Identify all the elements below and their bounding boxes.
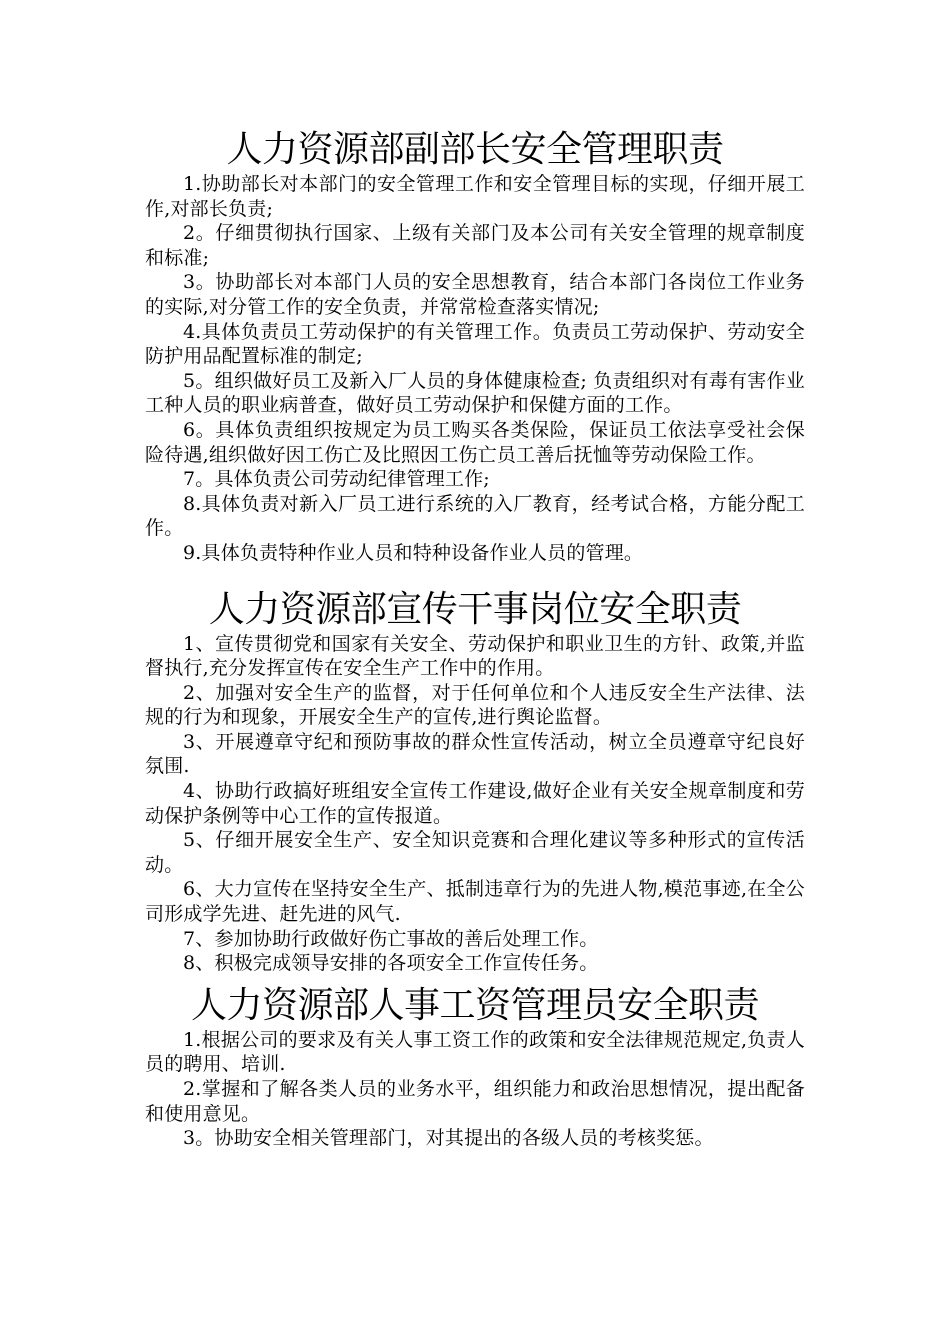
section-publicity-officer	[145, 582, 805, 976]
duty-item: 7。具体负责公司劳动纪律管理工作;	[183, 468, 490, 491]
duty-item: 3、开展遵章守纪和预防事故的群众性宣传活动，树立全员遵章守纪良好氛围.	[145, 730, 805, 778]
duty-item: 4、协助行政搞好班组安全宣传工作建设,做好企业有关安全规章制度和劳动保护条例等中心工作的宣传报道。	[145, 780, 805, 827]
duty-item: 4.具体负责员工劳动保护的有关管理工作。负责员工劳动保护、劳动安全防护用品配置标准的制定;	[145, 320, 805, 368]
duty-list	[145, 172, 805, 566]
section-personnel-payroll	[145, 978, 805, 1151]
duty-item: 8、积极完成领导安排的各项安全工作宣传任务。	[183, 952, 599, 975]
duty-item: 2。仔细贯彻执行国家、上级有关部门及本公司有关安全管理的规章制度和标准;	[145, 222, 805, 269]
duty-item: 8.具体负责对新入厂员工进行系统的入厂教育，经考试合格，方能分配工作。	[145, 492, 805, 540]
duty-item: 5。组织做好员工及新入厂人员的身体健康检查; 负责组织对有毒有害作业工种人员的职业病普查，做好员工劳动保护和保健方面的工作。	[145, 369, 805, 417]
duty-item: 1、宣传贯彻党和国家有关安全、劳动保护和职业卫生的方针、政策,并监督执行,充分发挥宣传在安全生产工作中的作用。	[145, 632, 805, 680]
duty-item: 5、仔细开展安全生产、安全知识竞赛和合理化建议等多种形式的宣传活动。	[145, 829, 805, 876]
duty-item: 2.掌握和了解各类人员的业务水平，组织能力和政治思想情况，提出配备和使用意见。	[145, 1078, 805, 1125]
duty-item: 6、大力宣传在坚持安全生产、抵制违章行为的先进人物,模范事迹,在全公司形成学先进、赶先进的风气.	[145, 878, 805, 926]
section-deputy-director	[145, 122, 805, 566]
duty-list	[145, 632, 805, 976]
duty-item: 9.具体负责特种作业人员和特种设备作业人员的管理。	[183, 541, 644, 564]
duty-item: 2、加强对安全生产的监督，对于任何单位和个人违反安全生产法律、法规的行为和现象，开展安全生产的宣传,进行舆论监督。	[145, 681, 805, 729]
duty-item: 6。具体负责组织按规定为员工购买各类保险，保证员工依法享受社会保险待遇,组织做好因工伤亡及比照因工伤亡员工善后抚恤等劳动保险工作。	[145, 418, 805, 466]
section-title: 人力资源部人事工资管理员安全职责	[190, 984, 759, 1026]
duty-item: 1.根据公司的要求及有关人事工资工作的政策和安全法律规范规定,负责人员的聘用、培训.	[145, 1028, 805, 1076]
section-title: 人力资源部副部长安全管理职责	[226, 129, 724, 170]
duty-item: 7、参加协助行政做好伤亡事故的善后处理工作。	[183, 927, 599, 950]
duty-item: 3。协助部长对本部门人员的安全思想教育，结合本部门各岗位工作业务的实际,对分管工作的安全负责，并常常检查落实情况;	[145, 271, 805, 318]
duty-item: 1.协助部长对本部门的安全管理工作和安全管理目标的实现，仔细开展工作,对部长负责;	[145, 173, 805, 220]
section-title: 人力资源部宣传干事岗位安全职责	[208, 588, 742, 630]
duty-list	[145, 1028, 805, 1151]
duty-item: 3。协助安全相关管理部门，对其提出的各级人员的考核奖惩。	[183, 1127, 714, 1150]
document-page	[145, 122, 805, 1151]
